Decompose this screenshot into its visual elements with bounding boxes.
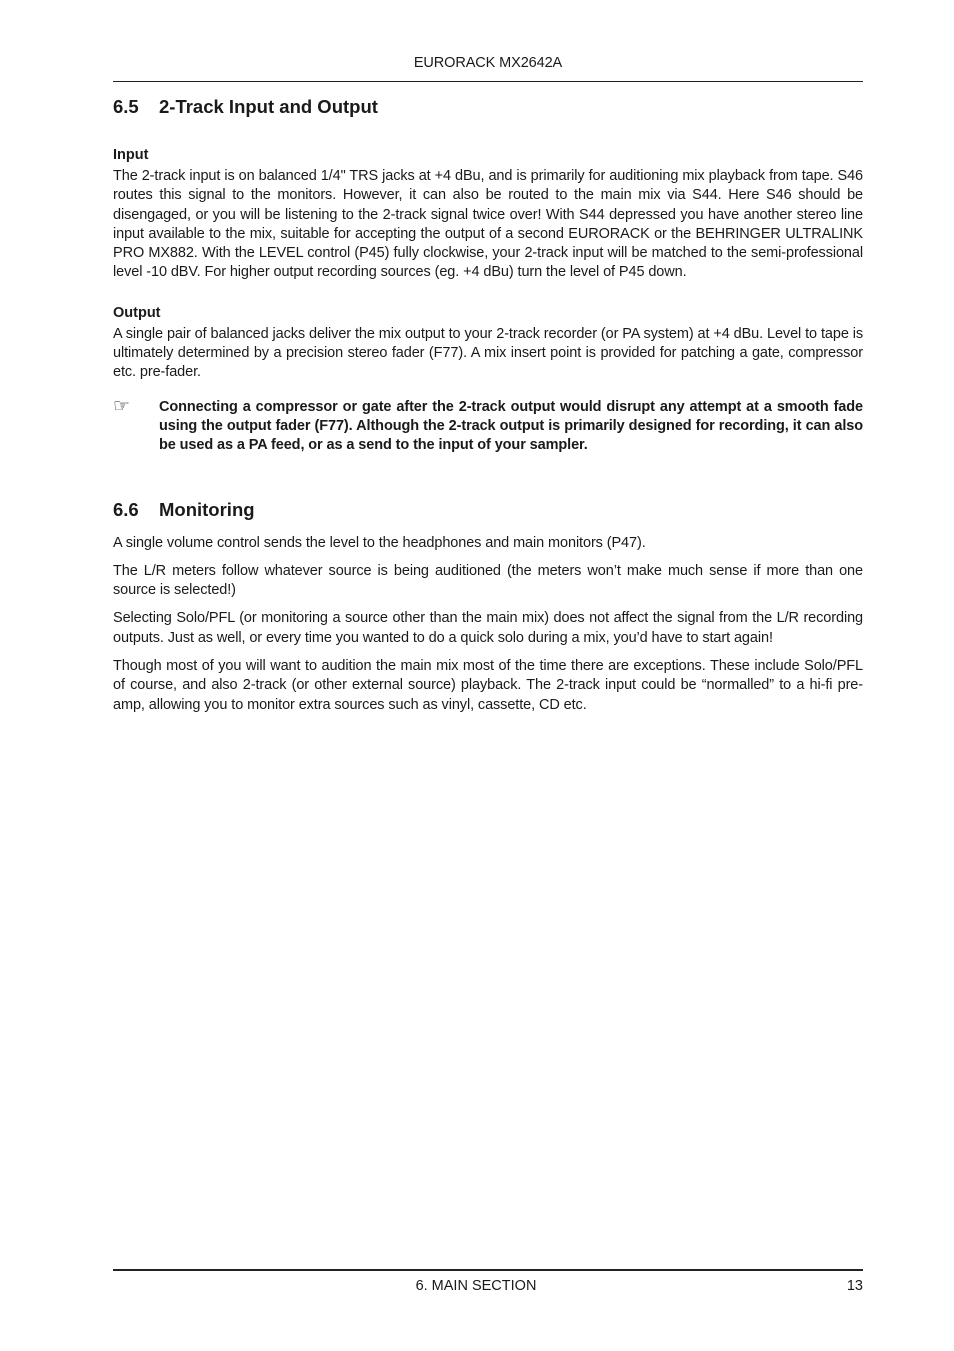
running-header: EURORACK MX2642A	[413, 55, 563, 71]
section-number: 6.6	[113, 498, 139, 520]
page-content	[113, 96, 863, 715]
footer-divider	[113, 1269, 863, 1271]
monitoring-paragraph-3: Selecting Solo/PFL (or monitoring a source other than the main mix) does not affect the signal from the L/R recording outputs. Just as well, or every time you wanted to do a quick solo during a mix, you’d have to start again!	[113, 610, 863, 646]
pointing-hand-icon: ☞	[113, 395, 131, 417]
subheading-input: Input	[113, 147, 149, 163]
page-number: 13	[846, 1278, 863, 1294]
header-divider	[113, 81, 863, 82]
subheading-output: Output	[113, 304, 161, 321]
output-paragraph: A single pair of balanced jacks deliver the mix output to your 2-track recorder (or PA system) at +4 dBu. Level to tape is ultimately determined by a precision stereo fader (F77). A mix insert point is provided for patching a gate, compressor etc. pre-fader.	[113, 325, 863, 381]
monitoring-paragraph-1: A single volume control sends the level to the headphones and main monitors (P47).	[113, 534, 646, 551]
input-paragraph: The 2-track input is on balanced 1/4" TRS jacks at +4 dBu, and is primarily for auditioning mix playback from tape. S46 routes this signal to the monitors. However, it can also be routed to the main mix via S44. Here S46 should be disengaged, or you will be listening to the 2-track signal twice over! With S44 depressed you have another stereo line input available to the mix, suitable for accepting the output of a second EURORACK or the BEHRINGER ULTRALINK PRO MX882. With the LEVEL control (P45) fully clockwise, your 2-track input will be matched to the semi-professional level -10 dBV. For higher output recording sources (eg. +4 dBu) turn the level of P45 down.	[113, 168, 863, 281]
section-title: Monitoring	[159, 498, 255, 520]
monitoring-paragraph-2: The L/R meters follow whatever source is being auditioned (the meters won’t make much sense if more than one source is selected!)	[113, 562, 863, 599]
note-text: Connecting a compressor or gate after the 2-track output would disrupt any attempt at a smooth fade using the output fader (F77). Although the 2-track output is primarily designed for recording, it can also be used as a PA feed, or as a send to the input of your sampler.	[159, 398, 863, 454]
section-heading-6-5	[113, 96, 863, 118]
section-heading-6-6	[113, 499, 863, 521]
monitoring-paragraph-4: Though most of you will want to audition the main mix most of the time there are exceptions. These include Solo/PFL of course, and also 2-track (or other external source) playback. The 2-track input could be “normalled” to a hi-fi pre-amp, allowing you to monitor extra sources such as vinyl, cassette, CD etc.	[113, 658, 863, 713]
section-number: 6.5	[113, 96, 139, 117]
section-title: 2-Track Input and Output	[159, 96, 378, 117]
footer-section-label: 6. MAIN SECTION	[415, 1278, 537, 1294]
note-callout	[113, 395, 863, 456]
